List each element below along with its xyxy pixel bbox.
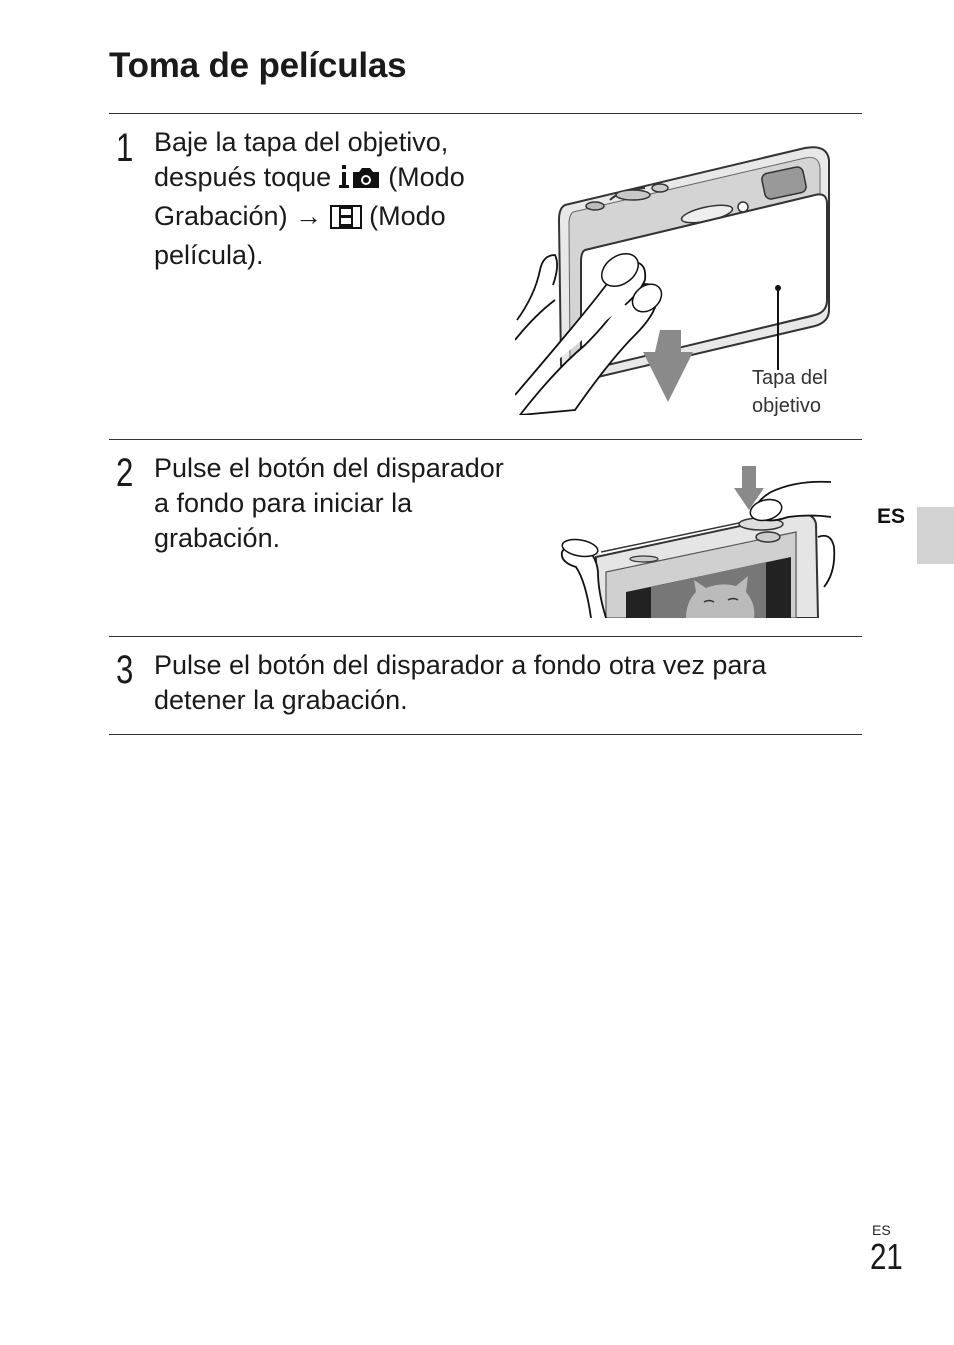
step-3-text: Pulse el botón del disparador a fondo otra vez para detener la grabación. [154, 650, 767, 715]
section-divider [109, 439, 862, 440]
section-divider [109, 113, 862, 114]
lens-cover-caption: Tapa del objetivo [752, 367, 828, 417]
step-1-text [154, 125, 514, 273]
step-1-number: 1 [116, 126, 134, 170]
step-1-text-part-3: (Modo película). [154, 201, 446, 270]
step-1-text-part-2: (Modo Grabación) → [154, 162, 465, 231]
step-3-number: 3 [116, 648, 134, 692]
intelligent-auto-camera-icon [339, 164, 381, 199]
footer-language-label: ES [872, 1222, 891, 1238]
step-2-number: 2 [116, 451, 134, 495]
section-divider [109, 636, 862, 637]
side-section-tab [917, 507, 954, 564]
shutter-press-illustration [556, 462, 836, 618]
page-title: Toma de películas [109, 46, 407, 85]
step-2-text: Pulse el botón del disparador a fondo para iniciar la grabación. [154, 453, 504, 553]
section-divider [109, 734, 862, 735]
movie-mode-icon [330, 203, 362, 238]
step-1-text-part-1: Baje la tapa del objetivo, después toque [154, 127, 449, 192]
page-number: 21 [870, 1236, 903, 1277]
side-language-label: ES [877, 505, 906, 528]
